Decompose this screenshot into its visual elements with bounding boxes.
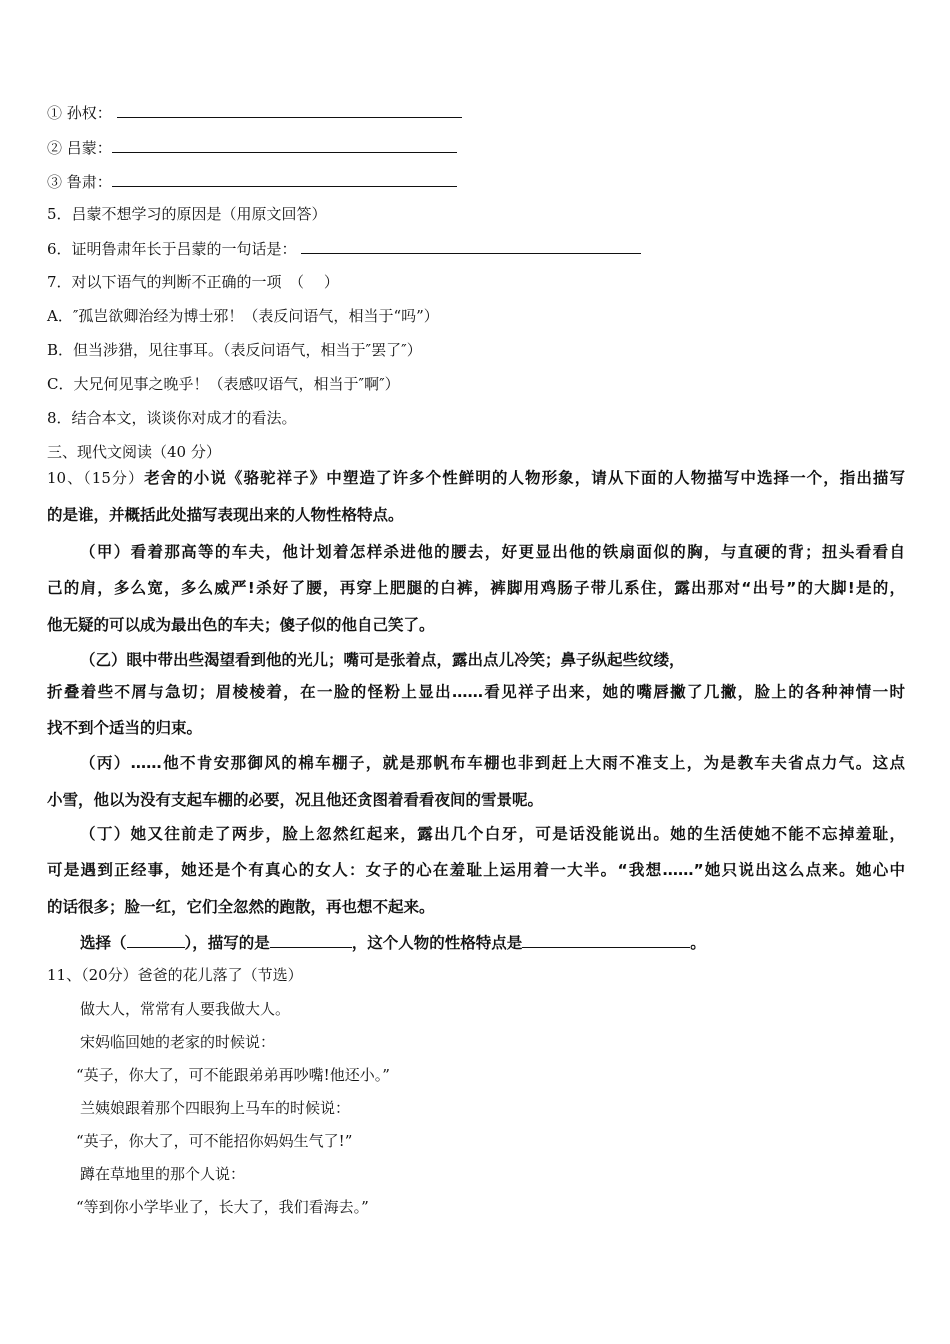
question-10-number: 10、（15分）	[47, 469, 145, 487]
question-10-line	[47, 467, 905, 489]
section-heading: 三、现代文阅读（40 分）	[47, 443, 221, 461]
passage-ding-line: （丁）她又往前走了两步，脸上忽然红起来，露出几个白牙，可是话没能说出。她的生活使她不能不忘掉羞耻，	[80, 825, 905, 843]
answer-label: ① 孙权：	[47, 104, 112, 122]
option-b: B．但当涉猎，见往事耳。（表反问语气，相当于″罢了″）	[47, 341, 422, 359]
question-6-text: 6．证明鲁肃年长于吕蒙的一句话是：	[47, 240, 297, 258]
question-11-title: 11、（20分）爸爸的花儿落了（节选）	[47, 966, 303, 984]
answer-blank[interactable]	[112, 170, 457, 187]
answer-text: 选择（	[80, 934, 127, 952]
character-blank[interactable]	[270, 931, 352, 948]
passage-jia-line: 己的肩，多么宽，多么威严!杀好了腰，再穿上肥腿的白裤，裤脚用鸡肠子带儿系住，露出那对“出号”的大脚!是的，	[47, 579, 905, 597]
question-6	[47, 237, 641, 259]
passage-ding-line: 可是遇到正经事，她还是个有真心的女人：女子的心在羞耻上运用着一大半。“我想……”她只说出这么点来。她心中	[47, 861, 905, 879]
passage-yi-line: 折叠着些不屑与急切；眉棱棱着，在一脸的怪粉上显出……看见祥子出来，她的嘴唇撇了几撇，脸上的各种神情一时	[47, 683, 905, 701]
excerpt-line: “等到你小学毕业了，长大了，我们看海去。”	[76, 1198, 369, 1216]
passage-yi-line: 找不到个适当的归束。	[47, 719, 203, 737]
excerpt-line: “英子，你大了，可不能招你妈妈生气了!”	[76, 1132, 353, 1150]
choice-blank[interactable]	[127, 931, 185, 948]
question-8: 8．结合本文，谈谈你对成才的看法。	[47, 409, 297, 427]
question-10-text: 老舍的小说《骆驼祥子》中塑造了许多个性鲜明的人物形象，请从下面的人物描写中选择一个，指出描写	[144, 469, 905, 487]
answer-text: ，这个人物的性格特点是	[351, 934, 523, 952]
excerpt-line: 宋妈临回她的老家的时候说：	[80, 1033, 276, 1051]
answer-line-sunquan	[47, 101, 462, 123]
excerpt-line: 兰姨娘跟着那个四眼狗上马车的时候说：	[80, 1099, 351, 1117]
passage-jia-line: （甲）看着那高等的车夫，他计划着怎样杀进他的腰去，好更显出他的铁扇面似的胸，与直硬的背；扭头看看自	[80, 543, 905, 561]
trait-blank[interactable]	[522, 931, 690, 948]
answer-blank[interactable]	[112, 136, 457, 153]
passage-jia-line: 他无疑的可以成为最出色的车夫；傻子似的他自己笑了。	[47, 616, 435, 634]
excerpt-line: 做大人，常常有人要我做大人。	[80, 1000, 291, 1018]
option-a: A．″孤岂欲卿治经为博士邪！（表反问语气，相当于“吗”）	[47, 307, 439, 325]
answer-line-lvmeng	[47, 136, 457, 158]
answer-label: ② 吕蒙：	[47, 139, 112, 157]
question-7: 7．对以下语气的判断不正确的一项 （ ）	[47, 273, 339, 291]
passage-ding-line: 的话很多；脸一红，它们全忽然的跑散，再也想不起来。	[47, 898, 435, 916]
question-5: 5．吕蒙不想学习的原因是（用原文回答）	[47, 205, 327, 223]
passage-bing-line: 小雪，他以为没有支起车棚的必要，况且他还贪图着看看夜间的雪景呢。	[47, 791, 544, 809]
excerpt-line: 蹲在草地里的那个人说：	[80, 1165, 246, 1183]
question-10-line: 的是谁，并概括此处描写表现出来的人物性格特点。	[47, 506, 404, 524]
passage-yi-line: （乙）眼中带出些渴望看到他的光儿；嘴可是张着点，露出点儿冷笑；鼻子纵起些纹缕，	[80, 651, 685, 669]
passage-bing-line: （丙）……他不肯安那御风的棉车棚子，就是那帆布车棚也非到赶上大雨不准支上，为是教车夫省点力气。这点	[80, 754, 905, 772]
answer-label: ③ 鲁肃：	[47, 173, 112, 191]
answer-blank[interactable]	[301, 237, 641, 254]
answer-text: ），描写的是	[184, 934, 270, 952]
answer-blank[interactable]	[117, 101, 462, 118]
answer-text: 。	[690, 934, 706, 952]
answer-line-lusu	[47, 170, 457, 192]
question-10-answer	[80, 931, 706, 953]
excerpt-line: “英子，你大了，可不能跟弟弟再吵嘴!他还小。”	[76, 1066, 390, 1084]
option-c: C．大兄何见事之晚乎！（表感叹语气，相当于″啊″）	[47, 375, 400, 393]
